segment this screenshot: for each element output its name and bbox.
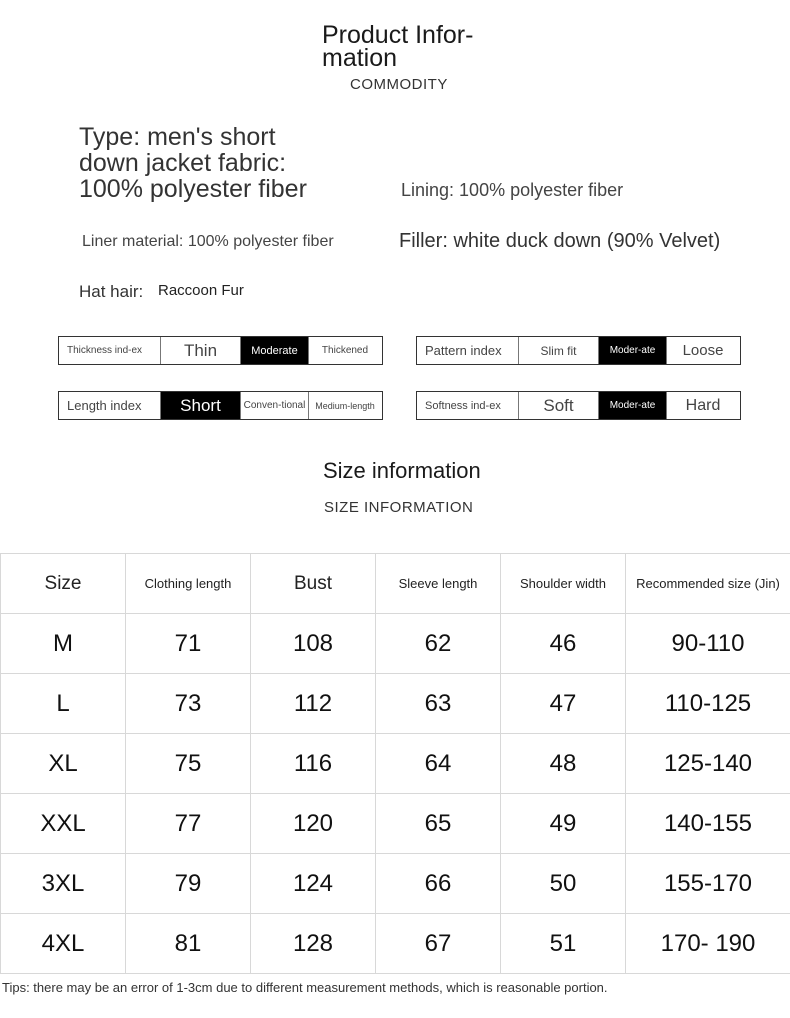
thickness-option-thin: Thin xyxy=(160,337,240,364)
table-cell: 65 xyxy=(376,794,501,854)
table-cell: 124 xyxy=(251,854,376,914)
header-clothing-length: Clothing length xyxy=(126,554,251,614)
length-option-medium-length: Medium-length xyxy=(308,392,381,419)
header-size: Size xyxy=(1,554,126,614)
table-cell: 47 xyxy=(501,674,626,734)
table-cell: XL xyxy=(1,734,126,794)
softness-option-soft: Soft xyxy=(518,392,598,419)
table-cell: 66 xyxy=(376,854,501,914)
length-option-short: Short xyxy=(160,392,240,419)
filler-spec: Filler: white duck down (90% Velvet) xyxy=(399,230,721,252)
table-cell: 112 xyxy=(251,674,376,734)
table-cell: 4XL xyxy=(1,914,126,974)
pattern-index xyxy=(416,336,741,365)
table-row xyxy=(1,734,790,794)
table-cell: L xyxy=(1,674,126,734)
size-section-subtitle: SIZE INFORMATION xyxy=(324,499,474,516)
hat-hair-label: Hat hair: xyxy=(79,282,144,301)
table-cell: 120 xyxy=(251,794,376,854)
table-cell: 116 xyxy=(251,734,376,794)
type-spec: Type: men's short down jacket fabric: 100% polyester fiber xyxy=(79,123,307,203)
table-cell: 48 xyxy=(501,734,626,794)
softness-index xyxy=(416,391,741,420)
table-row xyxy=(1,854,790,914)
hat-hair-value: Raccoon Fur xyxy=(158,282,244,299)
table-cell: 170- 190 xyxy=(626,914,790,974)
page-title: Product Infor-mation xyxy=(322,21,474,72)
table-cell: 62 xyxy=(376,614,501,674)
length-option-conventional: Conven-tional xyxy=(240,392,308,419)
table-row xyxy=(1,794,790,854)
table-cell: 77 xyxy=(126,794,251,854)
table-cell: 71 xyxy=(126,614,251,674)
table-row xyxy=(1,914,790,974)
softness-option-moderate: Moder-ate xyxy=(598,392,666,419)
thickness-index xyxy=(58,336,383,365)
thickness-option-moderate: Moderate xyxy=(240,337,308,364)
table-cell: 51 xyxy=(501,914,626,974)
table-header-row xyxy=(1,554,790,614)
pattern-option-loose: Loose xyxy=(666,337,739,364)
length-index xyxy=(58,391,383,420)
table-cell: 67 xyxy=(376,914,501,974)
softness-option-hard: Hard xyxy=(666,392,739,419)
pattern-option-slim-fit: Slim fit xyxy=(518,337,598,364)
table-cell: 3XL xyxy=(1,854,126,914)
table-cell: 90-110 xyxy=(626,614,790,674)
table-row xyxy=(1,674,790,734)
page-subtitle: COMMODITY xyxy=(350,76,448,93)
table-cell: M xyxy=(1,614,126,674)
lining-spec: Lining: 100% polyester fiber xyxy=(401,180,624,200)
table-cell: 108 xyxy=(251,614,376,674)
table-cell: 110-125 xyxy=(626,674,790,734)
table-cell: 155-170 xyxy=(626,854,790,914)
measurement-tips: Tips: there may be an error of 1-3cm due to different measurement methods, which is reasonable portion. xyxy=(2,980,608,995)
table-cell: 140-155 xyxy=(626,794,790,854)
pattern-option-moderate: Moder-ate xyxy=(598,337,666,364)
table-cell: XXL xyxy=(1,794,126,854)
table-cell: 81 xyxy=(126,914,251,974)
table-cell: 49 xyxy=(501,794,626,854)
table-cell: 128 xyxy=(251,914,376,974)
thickness-option-thickened: Thickened xyxy=(308,337,381,364)
thickness-index-label: Thickness ind-ex xyxy=(67,344,143,356)
table-cell: 64 xyxy=(376,734,501,794)
size-table xyxy=(0,553,790,974)
softness-index-label: Softness ind-ex xyxy=(425,399,501,412)
header-recommended-size: Recommended size (Jin) xyxy=(626,554,790,614)
header-shoulder-width: Shoulder width xyxy=(501,554,626,614)
table-row xyxy=(1,614,790,674)
header-bust: Bust xyxy=(251,554,376,614)
table-cell: 73 xyxy=(126,674,251,734)
header-sleeve-length: Sleeve length xyxy=(376,554,501,614)
liner-spec: Liner material: 100% polyester fiber xyxy=(82,233,334,250)
table-cell: 125-140 xyxy=(626,734,790,794)
size-section-title: Size information xyxy=(323,458,481,483)
table-cell: 63 xyxy=(376,674,501,734)
length-index-label: Length index xyxy=(67,397,142,413)
table-cell: 50 xyxy=(501,854,626,914)
table-cell: 79 xyxy=(126,854,251,914)
pattern-index-label: Pattern index xyxy=(425,342,502,358)
table-cell: 46 xyxy=(501,614,626,674)
table-cell: 75 xyxy=(126,734,251,794)
